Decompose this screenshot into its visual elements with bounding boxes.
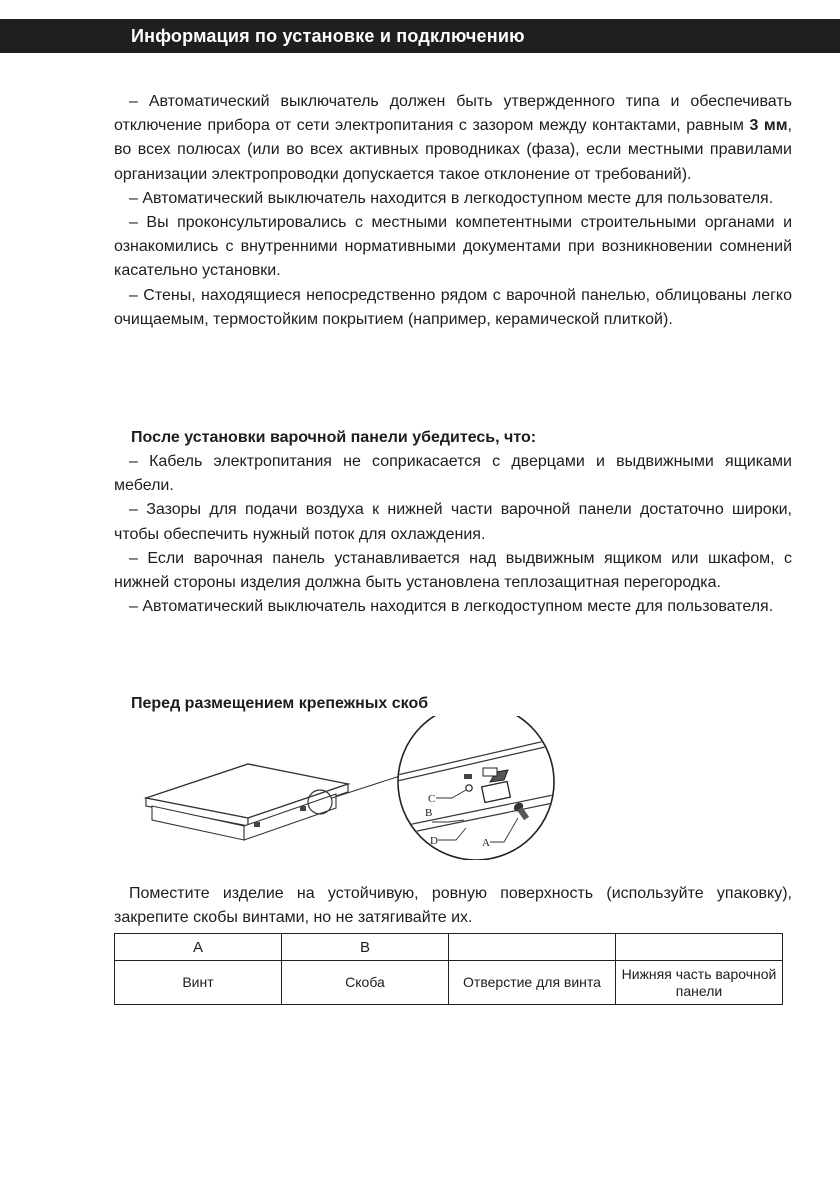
gap-value: 3 мм [749,117,788,135]
bracket-diagram [138,716,558,860]
requirement-text-before: – Автоматический выключатель должен быть утвержденного типа и обеспечивать отключение прибора от сети электропитания с зазором между контактами, равным [114,93,792,135]
requirement-paragraph: – Автоматический выключатель находится в легкодоступном месте для пользователя. [129,189,774,207]
label-d: D [430,835,438,847]
instruction-block [114,882,792,930]
legend-description: Нижняя часть варочной панели [616,961,783,1005]
check-item: – Если варочная панель устанавливается над выдвижным ящиком или шкафом, с нижней стороны изделия должна быть установлена теплозащитная перегородка. [114,549,792,592]
legend-description: Отверстие для винта [449,961,616,1005]
legend-description: Винт [115,961,282,1005]
legend-table [114,933,783,1005]
after-install-section [114,426,792,619]
requirement-text-after: , во всех полюсах (или во всех активных проводниках (фаза), если местными правилами организации электропроводки допускается такое отклонение от требований). [114,117,792,183]
requirement-paragraph: – Вы проконсультировались с местными компетентными строительными органами и ознакомились с внутренними нормативными документами при возникновении сомнений касательно установки. [114,214,792,280]
after-install-heading: После установки варочной панели убедитесь, что: [131,429,537,446]
label-c: C [428,793,436,805]
legend-descriptions-row [115,961,783,1005]
check-item: – Кабель электропитания не соприкасается с дверцами и выдвижными ящиками мебели. [114,453,792,495]
screw-hole [466,785,472,791]
label-a: A [482,837,490,849]
legend-letter: A [115,934,282,961]
header-bar [0,19,840,53]
check-item: – Автоматический выключатель находится в легкодоступном месте для пользователя. [129,598,774,616]
bracket-mark [254,822,260,827]
brackets-heading: Перед размещением крепежных скоб [131,695,429,712]
check-item: – Зазоры для подачи воздуха к нижней части варочной панели достаточно широки, чтобы обеспечить нужный поток для охлаждения. [114,501,792,543]
legend-letter [616,934,783,961]
bracket-mark [300,806,306,811]
requirements-section [114,90,792,332]
page-title: Информация по установке и подключению [131,26,525,46]
bracket-instruction: Поместите изделие на устойчивую, ровную поверхность (используйте упаковку), закрепите скобы винтами, но не затягивайте их. [114,885,792,927]
bracket-installation-figure [138,716,558,860]
legend-letters-row [115,934,783,961]
legend-letter [449,934,616,961]
requirement-paragraph [114,90,792,187]
legend-letter: B [282,934,449,961]
brackets-section [114,692,792,716]
zoom-detail-circle [398,716,554,860]
requirement-paragraph: – Стены, находящиеся непосредственно рядом с варочной панелью, облицованы легко очищаемым, термостойким покрытием (например, керамической плиткой). [114,286,792,328]
legend-description: Скоба [282,961,449,1005]
label-b: B [425,807,433,819]
